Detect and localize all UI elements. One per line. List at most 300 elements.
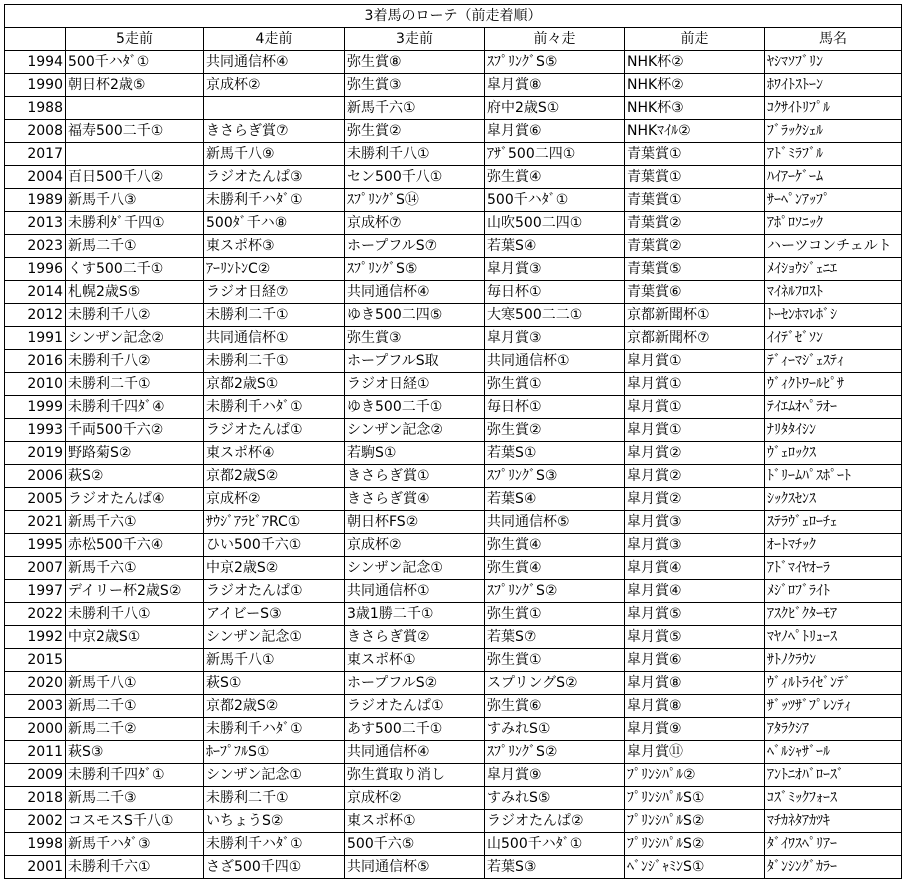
two-races-ago-cell: 若葉S③: [485, 856, 625, 879]
five-races-ago-cell: ラジオたんぱ④: [66, 488, 204, 511]
previous-race-cell: ﾌﾟﾘﾝｼﾊﾟﾙS①: [625, 787, 765, 810]
three-races-ago-cell: 弥生賞③: [345, 327, 485, 350]
horse-name-cell: ﾏｲﾈﾙﾌﾛｽﾄ: [765, 281, 902, 304]
year-cell: 1996: [5, 258, 66, 281]
horse-name-cell: ﾔｼﾏｿﾌﾞﾘﾝ: [765, 51, 902, 74]
table-row: [5, 603, 902, 626]
five-races-ago-cell: 札幌2歳S⑤: [66, 281, 204, 304]
three-races-ago-cell: きさらぎ賞④: [345, 488, 485, 511]
two-races-ago-cell: 弥生賞①: [485, 603, 625, 626]
three-races-ago-cell: 東スポ杯①: [345, 810, 485, 833]
horse-name-cell: ｻﾞｯﾂｻﾞﾌﾟﾚﾝﾃｨ: [765, 695, 902, 718]
five-races-ago-cell: 萩S③: [66, 741, 204, 764]
previous-race-cell: 皐月賞②: [625, 442, 765, 465]
three-races-ago-cell: 東スポ杯①: [345, 649, 485, 672]
horse-name-cell: ﾒｲｼｮｳｼﾞｪﾆｴ: [765, 258, 902, 281]
previous-race-cell: 皐月賞⑧: [625, 672, 765, 695]
previous-race-cell: 京都新聞杯⑦: [625, 327, 765, 350]
four-races-ago-cell: 共同通信杯④: [204, 51, 345, 74]
five-races-ago-cell: 中京2歳S①: [66, 626, 204, 649]
table-row: [5, 511, 902, 534]
horse-name-cell: ﾏﾁｶﾈﾀｱｶﾂｷ: [765, 810, 902, 833]
table-row: [5, 856, 902, 879]
five-races-ago-cell: 新馬二千①: [66, 235, 204, 258]
table-row: [5, 672, 902, 695]
previous-race-cell: 青葉賞⑤: [625, 258, 765, 281]
previous-race-cell: 皐月賞④: [625, 580, 765, 603]
five-races-ago-cell: 新馬千ハﾀﾞ③: [66, 833, 204, 856]
two-races-ago-cell: 大寒500二二①: [485, 304, 625, 327]
four-races-ago-cell: 新馬千八①: [204, 649, 345, 672]
table-row: [5, 833, 902, 856]
three-races-ago-cell: 京成杯②: [345, 534, 485, 557]
two-races-ago-cell: 山吹500二四①: [485, 212, 625, 235]
rotation-table: [4, 4, 902, 879]
two-races-ago-cell: 皐月賞⑥: [485, 120, 625, 143]
table-row: [5, 580, 902, 603]
table-row: [5, 810, 902, 833]
horse-name-cell: ｳﾞｪﾛｯｸｽ: [765, 442, 902, 465]
table-row: [5, 235, 902, 258]
three-races-ago-cell: 3歳1勝二千①: [345, 603, 485, 626]
five-races-ago-cell: 新馬千八③: [66, 189, 204, 212]
horse-name-cell: ｱﾀﾗｸｼｱ: [765, 718, 902, 741]
table-row: [5, 741, 902, 764]
four-races-ago-cell: 未勝利二千①: [204, 304, 345, 327]
previous-race-cell: 皐月賞⑨: [625, 718, 765, 741]
table-row: [5, 143, 902, 166]
five-races-ago-cell: 朝日杯2歳⑤: [66, 74, 204, 97]
year-cell: 2008: [5, 120, 66, 143]
two-races-ago-cell: すみれS⑤: [485, 787, 625, 810]
five-races-ago-cell: 未勝利千六①: [66, 856, 204, 879]
three-races-ago-cell: あす500二千①: [345, 718, 485, 741]
five-races-ago-cell: 未勝利千八①: [66, 603, 204, 626]
horse-name-cell: ﾒｼﾞﾛﾌﾞﾗｲﾄ: [765, 580, 902, 603]
three-races-ago-cell: シンザン記念①: [345, 557, 485, 580]
table-row: [5, 304, 902, 327]
year-cell: 2013: [5, 212, 66, 235]
five-races-ago-cell: 未勝利千八②: [66, 304, 204, 327]
year-cell: 1990: [5, 74, 66, 97]
year-cell: 2000: [5, 718, 66, 741]
three-races-ago-cell: ｽﾌﾟﾘﾝｸﾞS⑤: [345, 258, 485, 281]
two-races-ago-cell: 弥生賞④: [485, 557, 625, 580]
five-races-ago-cell: 赤松500千六④: [66, 534, 204, 557]
five-races-ago-cell: 百日500千八②: [66, 166, 204, 189]
two-races-ago-cell: 弥生賞①: [485, 649, 625, 672]
four-races-ago-cell: 京都2歳S①: [204, 373, 345, 396]
five-races-ago-cell: 新馬千六①: [66, 557, 204, 580]
previous-race-cell: ﾌﾟﾘﾝｼﾊﾟﾙS②: [625, 833, 765, 856]
previous-race-cell: NHKﾏｲﾙ②: [625, 120, 765, 143]
four-races-ago-cell: 未勝利千ハﾀﾞ①: [204, 718, 345, 741]
year-cell: 2003: [5, 695, 66, 718]
horse-name-cell: ｱﾎﾟﾛｿﾆｯｸ: [765, 212, 902, 235]
previous-race-cell: 京都新聞杯①: [625, 304, 765, 327]
year-cell: 2007: [5, 557, 66, 580]
year-cell: 2019: [5, 442, 66, 465]
year-cell: 2021: [5, 511, 66, 534]
two-races-ago-cell: 若葉S⑦: [485, 626, 625, 649]
five-races-ago-cell: 千両500千六②: [66, 419, 204, 442]
previous-race-cell: NHK杯②: [625, 51, 765, 74]
table-body: [5, 51, 902, 879]
year-cell: 2017: [5, 143, 66, 166]
five-races-ago-cell: 新馬千八①: [66, 672, 204, 695]
horse-name-header: 馬名: [765, 28, 902, 51]
horse-name-cell: ｱﾄﾞﾏｲﾔｵｰﾗ: [765, 557, 902, 580]
table-title: 3着馬のローテ（前走着順）: [5, 5, 902, 28]
five-races-ago-cell: 未勝利二千①: [66, 373, 204, 396]
four-races-ago-cell: 未勝利二千①: [204, 350, 345, 373]
two-races-ago-cell: すみれS①: [485, 718, 625, 741]
five-races-ago-cell: 500千ハﾀﾞ①: [66, 51, 204, 74]
four-races-ago-cell: ラジオたんぱ③: [204, 166, 345, 189]
table-row: [5, 488, 902, 511]
four-races-ago-cell: シンザン記念①: [204, 626, 345, 649]
four-races-ago-cell: 新馬千八⑨: [204, 143, 345, 166]
year-cell: 2005: [5, 488, 66, 511]
table-row: [5, 626, 902, 649]
horse-name-cell: ｺｽﾞﾐｯｸﾌｫｰｽ: [765, 787, 902, 810]
four-races-ago-cell: ひい500千六①: [204, 534, 345, 557]
horse-name-cell: ﾌﾞﾗｯｸｼｪﾙ: [765, 120, 902, 143]
horse-name-cell: ｳﾞｨｸﾄﾜｰﾙﾋﾟｻ: [765, 373, 902, 396]
four-races-ago-cell: 東スポ杯④: [204, 442, 345, 465]
year-cell: 2006: [5, 465, 66, 488]
previous-race-cell: ﾍﾞﾝｼﾞｬﾐﾝS①: [625, 856, 765, 879]
five-races-ago-cell: 未勝利千八②: [66, 350, 204, 373]
four-races-ago-cell: きさらぎ賞⑦: [204, 120, 345, 143]
horse-name-cell: ﾃﾞｨｰﾏｼﾞｪｽﾃｨ: [765, 350, 902, 373]
table-row: [5, 350, 902, 373]
four-races-ago-cell: 未勝利千ハﾀﾞ①: [204, 833, 345, 856]
year-cell: 2004: [5, 166, 66, 189]
three-races-ago-cell: 朝日杯FS②: [345, 511, 485, 534]
horse-name-cell: ﾍﾞﾙｼｬｻﾞｰﾙ: [765, 741, 902, 764]
year-cell: 2009: [5, 764, 66, 787]
three-races-ago-cell: 京成杯⑦: [345, 212, 485, 235]
previous-race-cell: 青葉賞②: [625, 212, 765, 235]
year-header: [5, 28, 66, 51]
year-cell: 2016: [5, 350, 66, 373]
four-races-ago-cell: 未勝利二千①: [204, 787, 345, 810]
table-row: [5, 787, 902, 810]
horse-name-cell: ｺｸｻｲﾄﾘﾌﾟﾙ: [765, 97, 902, 120]
horse-name-cell: ﾀﾞｲﾜｽﾍﾟﾘｱｰ: [765, 833, 902, 856]
four-races-ago-cell: 萩S①: [204, 672, 345, 695]
previous-race-cell: 皐月賞③: [625, 511, 765, 534]
year-cell: 1997: [5, 580, 66, 603]
two-races-ago-cell: 若葉S④: [485, 235, 625, 258]
two-races-ago-cell: 山500千ハﾀﾞ①: [485, 833, 625, 856]
table-row: [5, 557, 902, 580]
year-cell: 2002: [5, 810, 66, 833]
five-races-ago-cell: 未勝利千四ﾀﾞ①: [66, 764, 204, 787]
three-races-ago-cell: 共同通信杯①: [345, 580, 485, 603]
two-races-ago-cell: スプリングS②: [485, 672, 625, 695]
five-races-ago-cell: デイリー杯2歳S②: [66, 580, 204, 603]
previous-race-cell: 皐月賞②: [625, 465, 765, 488]
four-races-ago-cell: 京都2歳S②: [204, 695, 345, 718]
table-row: [5, 534, 902, 557]
header-row: [5, 28, 902, 51]
two-races-ago-cell: 弥生賞④: [485, 534, 625, 557]
two-races-ago-cell: 500千ハﾀﾞ①: [485, 189, 625, 212]
horse-name-cell: ｵｰﾄﾏﾁｯｸ: [765, 534, 902, 557]
horse-name-cell: ﾎﾜｲﾄｽﾄｰﾝ: [765, 74, 902, 97]
year-cell: 2015: [5, 649, 66, 672]
year-cell: 2014: [5, 281, 66, 304]
year-cell: 1993: [5, 419, 66, 442]
three-races-ago-cell: 共同通信杯④: [345, 741, 485, 764]
two-races-ago-cell: 弥生賞④: [485, 166, 625, 189]
two-races-ago-cell: 皐月賞③: [485, 327, 625, 350]
four-races-ago-cell: 京成杯②: [204, 74, 345, 97]
five-races-ago-cell: 未勝利千四ﾀﾞ④: [66, 396, 204, 419]
four-races-ago-cell: 京都2歳S②: [204, 465, 345, 488]
year-cell: 2022: [5, 603, 66, 626]
three-races-ago-cell: ゆき500二千①: [345, 396, 485, 419]
five-races-ago-cell: [66, 97, 204, 120]
four-races-ago-cell: アイビーS③: [204, 603, 345, 626]
table-row: [5, 97, 902, 120]
four-races-ago-cell: 共同通信杯①: [204, 327, 345, 350]
four-races-ago-cell: 500ﾀﾞ千ハ⑧: [204, 212, 345, 235]
three-races-ago-header: 3走前: [345, 28, 485, 51]
table-row: [5, 419, 902, 442]
previous-race-cell: 青葉賞①: [625, 189, 765, 212]
two-races-ago-cell: 毎日杯①: [485, 396, 625, 419]
table-row: [5, 718, 902, 741]
three-races-ago-cell: 共同通信杯④: [345, 281, 485, 304]
four-races-ago-cell: 京成杯②: [204, 488, 345, 511]
two-races-ago-cell: 共同通信杯①: [485, 350, 625, 373]
four-races-ago-cell: シンザン記念①: [204, 764, 345, 787]
two-races-ago-cell: 弥生賞①: [485, 373, 625, 396]
five-races-ago-cell: [66, 143, 204, 166]
previous-race-cell: 皐月賞⑥: [625, 649, 765, 672]
year-cell: 1991: [5, 327, 66, 350]
horse-name-cell: ﾄｰｾﾝﾎﾏﾚﾎﾞｼ: [765, 304, 902, 327]
three-races-ago-cell: 共同通信杯⑤: [345, 856, 485, 879]
five-races-ago-cell: くす500二千①: [66, 258, 204, 281]
three-races-ago-cell: 500千六⑤: [345, 833, 485, 856]
four-races-ago-header: 4走前: [204, 28, 345, 51]
previous-race-cell: 皐月賞①: [625, 396, 765, 419]
two-races-ago-header: 前々走: [485, 28, 625, 51]
table-row: [5, 166, 902, 189]
five-races-ago-cell: 新馬千六①: [66, 511, 204, 534]
horse-name-cell: ﾊｲｱｰｹﾞｰﾑ: [765, 166, 902, 189]
year-cell: 2010: [5, 373, 66, 396]
table-row: [5, 373, 902, 396]
four-races-ago-cell: ｱｰﾘﾝﾄﾝC②: [204, 258, 345, 281]
two-races-ago-cell: 弥生賞⑥: [485, 695, 625, 718]
year-cell: 1988: [5, 97, 66, 120]
horse-name-cell: ﾃｲｴﾑｵﾍﾟﾗｵｰ: [765, 396, 902, 419]
four-races-ago-cell: ラジオたんぱ①: [204, 580, 345, 603]
two-races-ago-cell: ｽﾌﾟﾘﾝｸﾞS②: [485, 580, 625, 603]
three-races-ago-cell: きさらぎ賞①: [345, 465, 485, 488]
three-races-ago-cell: セン500千八①: [345, 166, 485, 189]
previous-race-cell: 皐月賞③: [625, 534, 765, 557]
four-races-ago-cell: ラジオたんぱ①: [204, 419, 345, 442]
four-races-ago-cell: 中京2歳S②: [204, 557, 345, 580]
horse-name-cell: ﾏﾔﾉﾍﾟﾄﾘｭｰｽ: [765, 626, 902, 649]
horse-name-cell: ｻｰﾍﾟﾝｱｯﾌﾟ: [765, 189, 902, 212]
three-races-ago-cell: 弥生賞⑧: [345, 51, 485, 74]
two-races-ago-cell: 共同通信杯⑤: [485, 511, 625, 534]
three-races-ago-cell: ｽﾌﾟﾘﾝｸﾞS⑭: [345, 189, 485, 212]
table-row: [5, 396, 902, 419]
three-races-ago-cell: シンザン記念②: [345, 419, 485, 442]
five-races-ago-header: 5走前: [66, 28, 204, 51]
four-races-ago-cell: 未勝利千ハﾀﾞ①: [204, 189, 345, 212]
three-races-ago-cell: ラジオたんぱ①: [345, 695, 485, 718]
horse-name-cell: ｱﾝﾄﾆｵﾊﾞﾛｰｽﾞ: [765, 764, 902, 787]
three-races-ago-cell: ホープフルS取: [345, 350, 485, 373]
table-row: [5, 258, 902, 281]
previous-race-cell: 皐月賞⑤: [625, 603, 765, 626]
three-races-ago-cell: ゆき500二四⑤: [345, 304, 485, 327]
four-races-ago-cell: 未勝利千ハﾀﾞ①: [204, 396, 345, 419]
previous-race-cell: NHK杯③: [625, 97, 765, 120]
five-races-ago-cell: 福寿500二千①: [66, 120, 204, 143]
horse-name-cell: ﾀﾞﾝｼﾝｸﾞｶﾗｰ: [765, 856, 902, 879]
horse-name-cell: ｻﾄﾉｸﾗｳﾝ: [765, 649, 902, 672]
five-races-ago-cell: 野路菊S②: [66, 442, 204, 465]
two-races-ago-cell: 若葉S①: [485, 442, 625, 465]
table-row: [5, 649, 902, 672]
four-races-ago-cell: [204, 97, 345, 120]
previous-race-cell: 皐月賞②: [625, 488, 765, 511]
year-cell: 1999: [5, 396, 66, 419]
two-races-ago-cell: 皐月賞⑨: [485, 764, 625, 787]
horse-name-cell: ｳﾞｨﾙﾄﾗｲｾﾞﾝﾃﾞ: [765, 672, 902, 695]
three-races-ago-cell: 新馬千六①: [345, 97, 485, 120]
five-races-ago-cell: [66, 649, 204, 672]
two-races-ago-cell: 皐月賞⑧: [485, 74, 625, 97]
horse-name-cell: ｱｽｸﾋﾞｸﾀｰﾓｱ: [765, 603, 902, 626]
horse-name-cell: ｱﾄﾞﾐﾗﾌﾞﾙ: [765, 143, 902, 166]
table-row: [5, 764, 902, 787]
year-cell: 2023: [5, 235, 66, 258]
previous-race-cell: 皐月賞⑤: [625, 626, 765, 649]
two-races-ago-cell: ｱｻﾞ500二四①: [485, 143, 625, 166]
five-races-ago-cell: 新馬二千①: [66, 695, 204, 718]
table-row: [5, 74, 902, 97]
four-races-ago-cell: 東スポ杯③: [204, 235, 345, 258]
previous-race-cell: 皐月賞①: [625, 350, 765, 373]
five-races-ago-cell: シンザン記念②: [66, 327, 204, 350]
two-races-ago-cell: ｽﾌﾟﾘﾝｸﾞS⑤: [485, 51, 625, 74]
table-row: [5, 189, 902, 212]
horse-name-cell: ｼｯｸｽｾﾝｽ: [765, 488, 902, 511]
previous-race-cell: ﾌﾟﾘﾝｼﾊﾟﾙ②: [625, 764, 765, 787]
two-races-ago-cell: 皐月賞③: [485, 258, 625, 281]
table-row: [5, 281, 902, 304]
two-races-ago-cell: 弥生賞②: [485, 419, 625, 442]
three-races-ago-cell: 弥生賞③: [345, 74, 485, 97]
previous-race-cell: 皐月賞①: [625, 373, 765, 396]
horse-name-cell: ｽﾃﾗｳﾞｪﾛｰﾁｪ: [765, 511, 902, 534]
previous-race-cell: NHK杯②: [625, 74, 765, 97]
previous-race-header: 前走: [625, 28, 765, 51]
table-row: [5, 465, 902, 488]
three-races-ago-cell: ホープフルS⑦: [345, 235, 485, 258]
two-races-ago-cell: 毎日杯①: [485, 281, 625, 304]
two-races-ago-cell: ラジオたんぱ②: [485, 810, 625, 833]
previous-race-cell: 青葉賞②: [625, 235, 765, 258]
five-races-ago-cell: 萩S②: [66, 465, 204, 488]
table-row: [5, 212, 902, 235]
four-races-ago-cell: さざ500千四①: [204, 856, 345, 879]
year-cell: 2018: [5, 787, 66, 810]
previous-race-cell: 皐月賞①: [625, 419, 765, 442]
previous-race-cell: 皐月賞⑪: [625, 741, 765, 764]
previous-race-cell: 青葉賞⑥: [625, 281, 765, 304]
horse-name-cell: ﾅﾘﾀﾀｲｼﾝ: [765, 419, 902, 442]
previous-race-cell: ﾌﾟﾘﾝｼﾊﾟﾙS②: [625, 810, 765, 833]
five-races-ago-cell: 新馬二千②: [66, 718, 204, 741]
horse-name-cell: ｲｲﾃﾞｾﾞｿﾝ: [765, 327, 902, 350]
year-cell: 2011: [5, 741, 66, 764]
year-cell: 2001: [5, 856, 66, 879]
two-races-ago-cell: 若葉S④: [485, 488, 625, 511]
four-races-ago-cell: ラジオ日経⑦: [204, 281, 345, 304]
previous-race-cell: 皐月賞⑧: [625, 695, 765, 718]
five-races-ago-cell: 未勝利ﾀﾞ千四①: [66, 212, 204, 235]
five-races-ago-cell: 新馬二千③: [66, 787, 204, 810]
four-races-ago-cell: いちょうS②: [204, 810, 345, 833]
previous-race-cell: 皐月賞④: [625, 557, 765, 580]
five-races-ago-cell: コスモスS千八①: [66, 810, 204, 833]
table-row: [5, 327, 902, 350]
year-cell: 2020: [5, 672, 66, 695]
table-row: [5, 695, 902, 718]
three-races-ago-cell: ラジオ日経①: [345, 373, 485, 396]
two-races-ago-cell: ｽﾌﾟﾘﾝｸﾞS②: [485, 741, 625, 764]
three-races-ago-cell: 京成杯②: [345, 787, 485, 810]
table-row: [5, 442, 902, 465]
title-row: [5, 5, 902, 28]
year-cell: 1992: [5, 626, 66, 649]
table-row: [5, 120, 902, 143]
three-races-ago-cell: 若駒S①: [345, 442, 485, 465]
three-races-ago-cell: きさらぎ賞②: [345, 626, 485, 649]
two-races-ago-cell: 府中2歳S①: [485, 97, 625, 120]
year-cell: 1995: [5, 534, 66, 557]
table-row: [5, 51, 902, 74]
three-races-ago-cell: ホープフルS②: [345, 672, 485, 695]
horse-name-cell: ﾄﾞﾘｰﾑﾊﾟｽﾎﾟｰﾄ: [765, 465, 902, 488]
year-cell: 2012: [5, 304, 66, 327]
year-cell: 1989: [5, 189, 66, 212]
two-races-ago-cell: ｽﾌﾟﾘﾝｸﾞS③: [485, 465, 625, 488]
previous-race-cell: 青葉賞①: [625, 143, 765, 166]
previous-race-cell: 青葉賞①: [625, 166, 765, 189]
four-races-ago-cell: ﾎｰﾌﾟﾌﾙS①: [204, 741, 345, 764]
year-cell: 1998: [5, 833, 66, 856]
three-races-ago-cell: 未勝利千八①: [345, 143, 485, 166]
four-races-ago-cell: ｻｳｼﾞｱﾗﾋﾞｱRC①: [204, 511, 345, 534]
three-races-ago-cell: 弥生賞②: [345, 120, 485, 143]
three-races-ago-cell: 弥生賞取り消し: [345, 764, 485, 787]
year-cell: 1994: [5, 51, 66, 74]
horse-name-cell: ハーツコンチェルト: [765, 235, 902, 258]
